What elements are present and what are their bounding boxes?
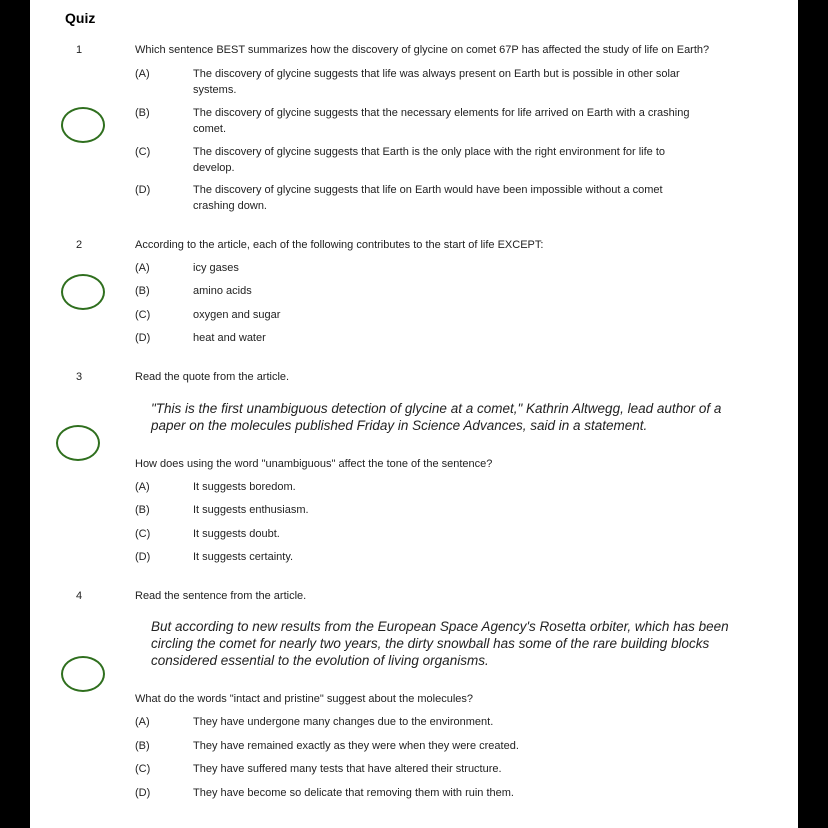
question-number: 2 <box>76 239 83 251</box>
question-number: 1 <box>76 44 83 56</box>
option-letter: (B) <box>135 504 150 516</box>
option-text[interactable]: oxygen and sugar <box>193 309 281 321</box>
answer-circle[interactable] <box>61 107 105 143</box>
option-letter: (C) <box>135 146 151 158</box>
answer-circle[interactable] <box>56 425 100 461</box>
answer-circle[interactable] <box>61 274 105 310</box>
option-text[interactable]: amino acids <box>193 285 252 297</box>
page-title: Quiz <box>65 10 96 26</box>
question-followup: What do the words "intact and pristine" suggest about the molecules? <box>135 693 474 705</box>
option-letter: (C) <box>135 309 151 321</box>
option-text[interactable]: It suggests enthusiasm. <box>193 504 309 516</box>
article-quote: "This is the first unambiguous detection of glycine at a comet," Kathrin Altwegg, lead author of a paper on the molecules published Friday in Science Advances, said in a statement. <box>151 401 722 433</box>
answer-circle[interactable] <box>61 656 105 692</box>
option-text[interactable]: They have undergone many changes due to the environment. <box>193 716 494 728</box>
option-letter: (A) <box>135 262 150 274</box>
option-letter: (B) <box>135 107 150 119</box>
question-prompt: According to the article, each of the following contributes to the start of life EXCEPT: <box>135 239 544 251</box>
option-letter: (A) <box>135 716 150 728</box>
option-letter: (B) <box>135 285 150 297</box>
option-letter: (D) <box>135 332 151 344</box>
option-text[interactable]: The discovery of glycine suggests that life on Earth would have been impossible without a comet crashing down. <box>193 184 663 212</box>
article-quote: But according to new results from the European Space Agency's Rosetta orbiter, which has been circling the comet for nearly two years, the dirty snowball has some of the rare building blocks considered essential to the evolution of living organisms. <box>151 619 729 668</box>
option-text[interactable]: It suggests certainty. <box>193 551 294 563</box>
option-text[interactable]: They have suffered many tests that have altered their structure. <box>193 763 502 775</box>
option-text[interactable]: The discovery of glycine suggests that Earth is the only place with the right environment for life to develop. <box>193 146 666 174</box>
question-number: 3 <box>76 371 83 383</box>
option-letter: (B) <box>135 740 150 752</box>
question-prompt: Read the sentence from the article. <box>135 590 307 602</box>
option-text[interactable]: The discovery of glycine suggests that life was always present on Earth but is possible in other solar systems. <box>193 68 680 96</box>
option-letter: (C) <box>135 528 151 540</box>
option-text[interactable]: They have become so delicate that removing them with ruin them. <box>193 787 514 799</box>
question-number: 4 <box>76 590 83 602</box>
option-letter: (D) <box>135 184 151 196</box>
option-letter: (C) <box>135 763 151 775</box>
option-text[interactable]: It suggests boredom. <box>193 481 296 493</box>
option-text[interactable]: It suggests doubt. <box>193 528 280 540</box>
option-text[interactable]: heat and water <box>193 332 266 344</box>
quiz-page <box>30 0 798 828</box>
option-letter: (D) <box>135 551 151 563</box>
option-letter: (A) <box>135 481 150 493</box>
question-prompt: Which sentence BEST summarizes how the discovery of glycine on comet 67P has affected the study of life on Earth? <box>135 44 710 56</box>
option-text[interactable]: icy gases <box>193 262 239 274</box>
option-letter: (D) <box>135 787 151 799</box>
question-followup: How does using the word "unambiguous" affect the tone of the sentence? <box>135 458 493 470</box>
option-letter: (A) <box>135 68 150 80</box>
option-text[interactable]: They have remained exactly as they were when they were created. <box>193 740 519 752</box>
option-text[interactable]: The discovery of glycine suggests that the necessary elements for life arrived on Earth with a crashing comet. <box>193 107 690 135</box>
question-prompt: Read the quote from the article. <box>135 371 290 383</box>
